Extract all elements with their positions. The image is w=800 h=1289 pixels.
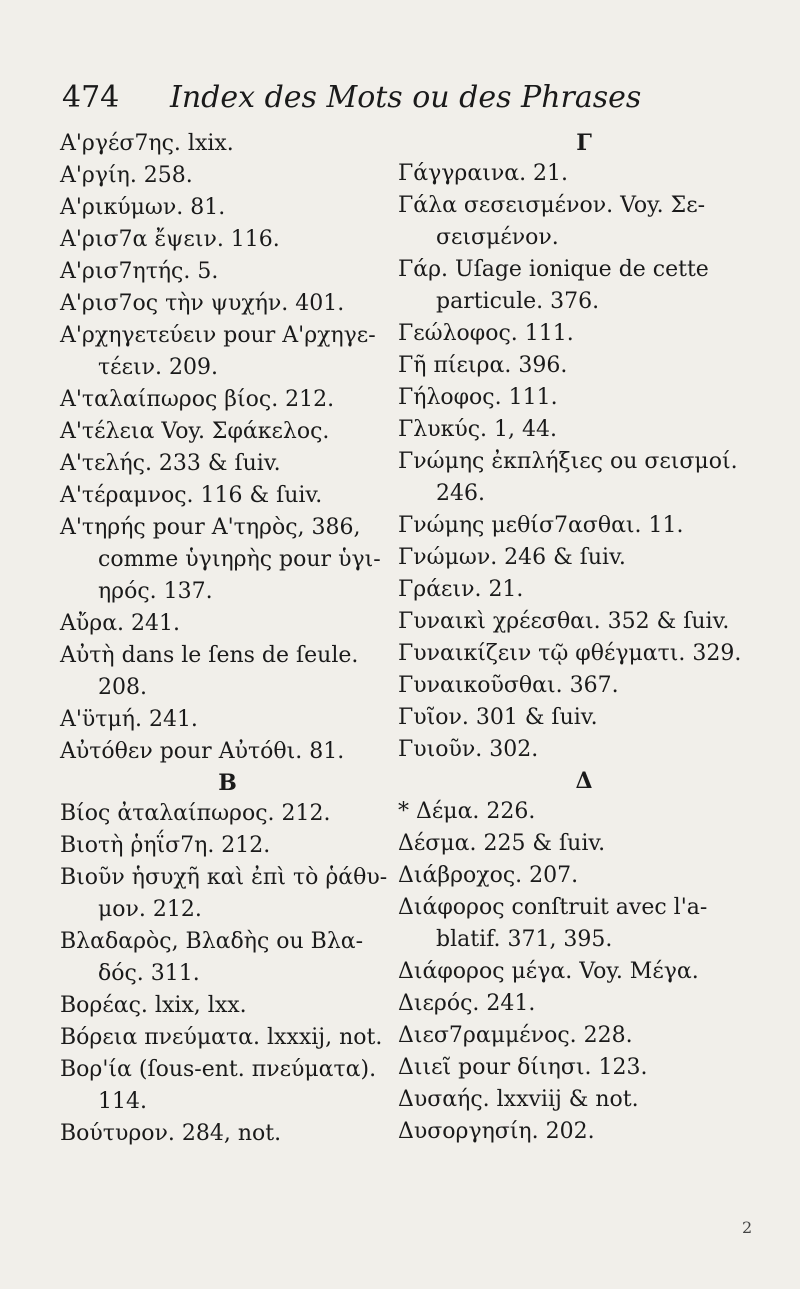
page-header [62, 80, 762, 126]
entry-text: Α'τελής. 233 & ſuiv. [60, 451, 281, 476]
index-entry [60, 640, 395, 704]
index-entry [398, 382, 770, 414]
entry-text: Γράειν. 21. [398, 577, 524, 602]
running-title: Index des Mots ou des Phrases [170, 80, 642, 115]
entry-text: Βόρεια πνεύματα. lxxxij, not. [60, 1025, 383, 1050]
entry-text: Γνώμων. 246 & ſuiv. [398, 545, 626, 570]
entry-text: Διάβροχος. 207. [398, 863, 579, 888]
index-entry [398, 1084, 770, 1116]
entry-text: Α'ϋτμή. 241. [60, 707, 198, 732]
index-entry [60, 224, 395, 256]
entry-text: Α'ρικύμων. 81. [60, 195, 226, 220]
entry-continuation: ηρός. 137. [98, 579, 213, 604]
index-entry [398, 828, 770, 860]
index-entry [398, 510, 770, 542]
entry-text: Βίος ἀταλαίπωρος. 212. [60, 801, 331, 826]
index-entry [398, 350, 770, 382]
index-entry [60, 384, 395, 416]
entry-text: Διιεῖ pour δίιησι. 123. [398, 1055, 648, 1080]
index-entry [398, 446, 770, 510]
index-entry [60, 576, 395, 608]
entry-text: Γάγγραινα. 21. [398, 161, 569, 186]
index-entry [398, 956, 770, 988]
entry-continuation: τέειν. 209. [98, 355, 218, 380]
entry-continuation: σεισμένον. [436, 225, 559, 250]
index-entry [60, 608, 395, 640]
index-entry [60, 192, 395, 224]
entry-text: Α'ρισ7α ἔψειν. 116. [60, 227, 280, 252]
index-entry [398, 414, 770, 446]
entry-continuation: particule. 376. [436, 289, 600, 314]
entry-text: Βιοτὴ ῥηΐσ7η. 212. [60, 833, 271, 858]
index-entry [398, 860, 770, 892]
entry-text: Βορ'ία (ſous-ent. πνεύματα). [60, 1057, 377, 1082]
entry-text: Γήλοφος. 111. [398, 385, 558, 410]
index-entry [60, 320, 395, 384]
section-letter: B [218, 770, 237, 796]
entry-continuation: μον. 212. [98, 897, 202, 922]
entry-text: Αὐτὴ dans le ſens de ſeule. [60, 643, 359, 668]
entry-text: Γάρ. Uſage ionique de cette [398, 257, 709, 282]
entry-text: Α'ργέσ7ης. lxix. [60, 131, 234, 156]
index-entry [60, 862, 395, 926]
entry-text: Γάλα σεσεισμένον. Voy. Σε- [398, 193, 706, 218]
index-entry [398, 318, 770, 350]
section-letter: Δ [575, 768, 593, 794]
entry-text: Α'τέραμνος. 116 & ſuiv. [60, 483, 323, 508]
entry-text: Α'ταλαίπωρος βίος. 212. [60, 387, 335, 412]
entry-text: Βορέας. lxix, lxx. [60, 993, 247, 1018]
entry-text: Α'ρισ7ος τὴν ψυχήν. 401. [60, 291, 345, 316]
entry-continuation: 246. [436, 481, 485, 506]
entry-text: Βλαδαρὸς, Βλαδὴς ou Βλα- [60, 929, 364, 954]
index-entry [398, 1020, 770, 1052]
entry-text: Α'ρχηγετεύειν pour Α'ρχηγε- [60, 323, 376, 348]
entry-continuation: comme ὑγιηρὴς pour ὑγι- [98, 547, 381, 572]
entry-text: Γυῖον. 301 & ſuiv. [398, 705, 598, 730]
entry-text: Γλυκύς. 1, 44. [398, 417, 557, 442]
entry-text: Γῆ πίειρα. 396. [398, 353, 568, 378]
index-entry [60, 160, 395, 192]
entry-text: Διερός. 241. [398, 991, 536, 1016]
entry-continuation: 114. [98, 1089, 147, 1114]
index-entry [60, 926, 395, 990]
entry-text: Διάφορος μέγα. Voy. Μέγα. [398, 959, 699, 984]
page-number: 474 [62, 80, 120, 115]
index-entry [60, 798, 395, 830]
index-entry [398, 606, 770, 638]
entry-text: Γυιοῦν. 302. [398, 737, 539, 762]
index-entry [398, 254, 770, 318]
index-entry [398, 670, 770, 702]
index-entry [398, 158, 770, 190]
index-entry [398, 892, 770, 956]
entry-text: Α'τέλεια Voy. Σφάκελος. [60, 419, 330, 444]
entry-text: Δέσμα. 225 & ſuiv. [398, 831, 606, 856]
entry-text: Διάφορος conſtruit avec l'a- [398, 895, 708, 920]
index-entry [60, 128, 395, 160]
entry-continuation: δός. 311. [98, 961, 200, 986]
entry-text: Αὐτόθεν pour Αὐτόθι. 81. [60, 739, 345, 764]
entry-text: Α'τηρής pour Α'τηρὸς, 386, [60, 515, 361, 540]
index-entry [398, 638, 770, 670]
index-entry [60, 1118, 395, 1150]
entry-text: Γυναικὶ χρέεσθαι. 352 & ſuiv. [398, 609, 730, 634]
index-entry [60, 416, 395, 448]
index-entry [398, 796, 770, 828]
index-entry [398, 542, 770, 574]
index-entry [60, 480, 395, 512]
index-entry [60, 990, 395, 1022]
index-entry [60, 830, 395, 862]
index-entry [60, 512, 395, 576]
index-entry [60, 288, 395, 320]
index-entry [60, 448, 395, 480]
entry-text: Γυναικοῦσθαι. 367. [398, 673, 619, 698]
entry-text: Διεσ7ραμμένος. 228. [398, 1023, 633, 1048]
entry-text: * Δέμα. 226. [398, 799, 536, 824]
index-entry [398, 190, 770, 254]
entry-text: Δυσοργησίη. 202. [398, 1119, 595, 1144]
entry-text: Δυσαής. lxxviij & not. [398, 1087, 639, 1112]
index-entry [60, 1054, 395, 1118]
entry-text: Α'ργίη. 258. [60, 163, 193, 188]
entry-text: Γεώλοφος. 111. [398, 321, 574, 346]
index-entry [60, 256, 395, 288]
section-letter: Γ [576, 130, 592, 156]
entry-continuation: 208. [98, 675, 147, 700]
entry-text: Γνώμης μεθίσ7ασθαι. 11. [398, 513, 684, 538]
entry-text: Α'ρισ7ητής. 5. [60, 259, 219, 284]
index-entry [398, 1052, 770, 1084]
entry-text: Αὔρα. 241. [60, 611, 181, 636]
index-entry [398, 574, 770, 606]
index-entry [60, 704, 395, 736]
signature-mark: 2 [742, 1218, 753, 1237]
left-column [60, 128, 395, 1150]
index-entry [60, 1022, 395, 1054]
index-entry [398, 702, 770, 734]
entry-text: Γυναικίζειν τῷ φθέγματι. 329. [398, 641, 742, 666]
index-entry [60, 736, 395, 768]
entry-text: Βούτυρον. 284, not. [60, 1121, 282, 1146]
index-entry [398, 1116, 770, 1148]
entry-text: Γνώμης ἐκπλήξιες ou σεισμοί. [398, 449, 738, 474]
index-entry [398, 734, 770, 766]
entry-text: Βιοῦν ἡσυχῆ καὶ ἐπὶ τὸ ῥάθυ- [60, 865, 388, 890]
index-entry [398, 988, 770, 1020]
right-column [398, 128, 770, 1148]
entry-continuation: blatif. 371, 395. [436, 927, 613, 952]
